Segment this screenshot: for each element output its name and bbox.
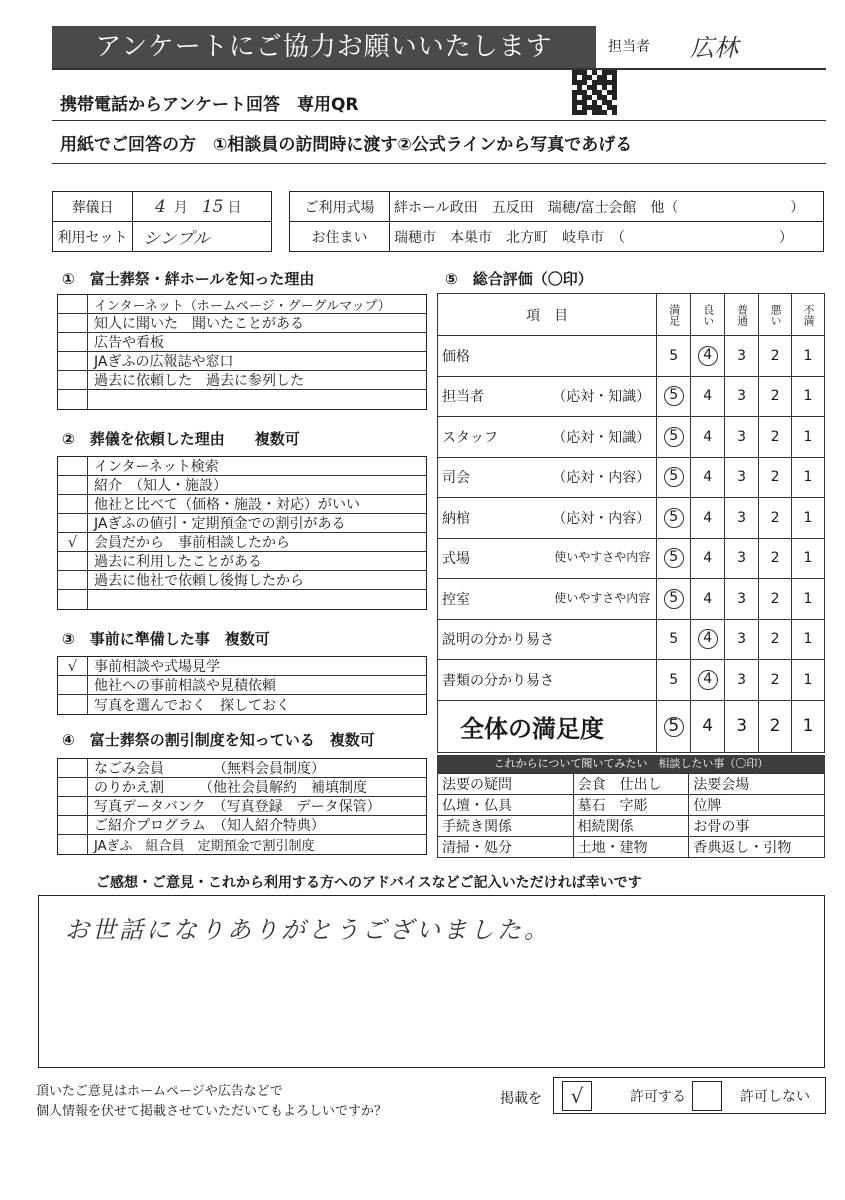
rating-option[interactable]: 3: [725, 660, 759, 701]
list-item: 過去に他社で依頼し後悔したから: [58, 571, 426, 590]
rating-option[interactable]: 3: [725, 619, 759, 660]
list-item: なごみ会員 （無料会員制度）: [58, 759, 426, 778]
rating-option[interactable]: 3: [725, 417, 759, 458]
list-item: 他社と比べて（価格・施設・対応）がいい: [58, 495, 426, 514]
list-item: JAぎふの広報誌や窓口: [58, 352, 426, 371]
rating-option[interactable]: 2: [759, 417, 792, 458]
list-item: JAぎふの値引・定期預金での割引がある: [58, 514, 426, 533]
rating-option[interactable]: 2: [759, 376, 792, 417]
rating-row: 価格 5 4 3 2 1: [438, 336, 825, 377]
list-item: √ 事前相談や式場見学: [58, 657, 426, 676]
rating-option[interactable]: 2: [759, 336, 792, 377]
deny-label: 許可しない: [740, 1088, 810, 1105]
rating-option[interactable]: 3: [725, 498, 759, 539]
list-item: 他社への事前相談や見積依頼: [58, 676, 426, 695]
list-item: 写真データバンク （写真登録 データ保管）: [58, 797, 426, 816]
rating-option[interactable]: 4: [691, 336, 725, 377]
rating-option[interactable]: 4: [691, 376, 725, 417]
set-value: シンプル: [133, 222, 272, 252]
q3-title: ③ 事前に準備した事 複数可: [62, 630, 270, 648]
list-item: インターネット検索: [58, 457, 426, 476]
list-item: √ 会員だから 事前相談したから: [58, 533, 426, 552]
q2-title: ② 葬儀を依頼した理由 複数可: [62, 430, 300, 448]
rating-option[interactable]: 5: [657, 660, 691, 701]
rating-option[interactable]: 1: [792, 498, 825, 539]
q4-title: ④ 富士葬祭の割引制度を知っている 複数可: [62, 731, 375, 749]
list-item: 過去に利用したことがある: [58, 552, 426, 571]
set-label: 利用セット: [53, 222, 133, 252]
rating-row: 書類の分かり易さ 5 4 3 2 1: [438, 660, 825, 701]
rating-option[interactable]: 2: [759, 498, 792, 539]
staff-label: 担当者: [608, 39, 650, 55]
list-item: 過去に依頼した 過去に参列した: [58, 371, 426, 390]
rating-option[interactable]: 1: [792, 660, 825, 701]
rating-row: 納棺 （応対・内容） 5 4 3 2 1: [438, 498, 825, 539]
rating-option[interactable]: 3: [725, 579, 759, 620]
rating-option[interactable]: 2: [759, 660, 792, 701]
venue-value: 絆ホール政田 五反田 瑞穂/富士会館 他（ ）: [390, 192, 824, 222]
allow-checkbox[interactable]: √: [562, 1081, 592, 1111]
list-item: [58, 590, 426, 609]
rating-option[interactable]: 4: [691, 619, 725, 660]
consent-box: [553, 1077, 826, 1114]
rating-row: 司会 （応対・内容） 5 4 3 2 1: [438, 457, 825, 498]
paper-instruction: 用紙でご回答の方 ①相談員の訪問時に渡す②公式ラインから写真であげる: [60, 135, 633, 155]
staff-value: 広林: [690, 34, 738, 62]
consent-line-2: 個人情報を伏せて掲載させていただいてもよろしいですか？: [36, 1104, 388, 1119]
rating-option[interactable]: 3: [725, 376, 759, 417]
rating-option[interactable]: 1: [792, 417, 825, 458]
rating-option[interactable]: 4: [691, 579, 725, 620]
rating-option[interactable]: 4: [691, 660, 725, 701]
list-item: [58, 390, 426, 409]
rating-row: 式場 使いやすさや内容 5 4 3 2 1: [438, 538, 825, 579]
funeral-info-box: 葬儀日 4 月 15 日 利用セット シンプル: [52, 191, 272, 252]
rating-option[interactable]: 5: [657, 417, 691, 458]
rating-option[interactable]: 5: [657, 457, 691, 498]
q2-list: [57, 456, 427, 610]
qr-code: [572, 70, 617, 115]
comments-prompt: ご感想・ご意見・これから利用する方へのアドバイスなどご記入いただければ幸いです: [96, 875, 642, 891]
rating-option[interactable]: 3: [725, 336, 759, 377]
rating-option[interactable]: 1: [792, 376, 825, 417]
list-item: 写真を選んでおく 探しておく: [58, 695, 426, 714]
list-item: のりかえ割 （他社会員解約 補填制度: [58, 778, 426, 797]
allow-label: 許可する: [630, 1088, 686, 1105]
rating-row: 控室 使いやすさや内容 5 4 3 2 1: [438, 579, 825, 620]
rating-row: スタッフ （応対・知識） 5 4 3 2 1: [438, 417, 825, 458]
rating-row: 説明の分かり易さ 5 4 3 2 1: [438, 619, 825, 660]
rating-row: 担当者 （応対・知識） 5 4 3 2 1: [438, 376, 825, 417]
rating-option[interactable]: 2: [759, 619, 792, 660]
rating-option[interactable]: 4: [691, 457, 725, 498]
rating-option[interactable]: 5: [657, 336, 691, 377]
rating-option[interactable]: 5: [657, 579, 691, 620]
venue-info-box: [289, 191, 824, 252]
rating-head-item: 項 目: [438, 294, 657, 336]
deny-checkbox[interactable]: [692, 1081, 722, 1111]
list-item: ご紹介プログラム （知人紹介特典）: [58, 816, 426, 835]
rating-table: 項 目 満足 良い 普通 悪い 不満 価格 5 4 3 2 1 担当者 （応対・知識） 5 4 3 2 1 スタッフ （応対・知識） 5 4 3 2 1 司会 （応対・内容） 5 4 3 2 1 納棺 （応対・内容） 5 4 3 2 1 式場 使いやすさや内容 5 4 3 2 1 控室 使いやすさや内容 5 4 3 2 1 説明の分かり易さ 5 4 3 2 1 書類の分かり易さ 5 4 3 2 1 全体の満足度 5 4 3 2 1: [437, 293, 825, 753]
future-topics-table: 法要の疑問 会食 仕出し 法要会場 仏壇・仏具 墓石 字彫 位牌 手続き関係 相続関係 お骨の事 清掃・処分 土地・建物 香典返し・引物: [437, 773, 825, 858]
rating-option[interactable]: 4: [691, 538, 725, 579]
day-value: 15: [201, 196, 224, 217]
rating-option[interactable]: 3: [725, 457, 759, 498]
overall-row: 全体の満足度 5 4 3 2 1: [438, 700, 825, 752]
rating-option[interactable]: 4: [691, 498, 725, 539]
rating-option[interactable]: 5: [657, 498, 691, 539]
future-banner: これからについて聞いてみたい 相談したい事（〇印）: [437, 755, 825, 773]
address-value: 瑞穂市 本巣市 北方町 岐阜市 （ ）: [390, 222, 824, 252]
q3-list: [57, 656, 427, 715]
venue-label: ご利用式場: [290, 192, 390, 222]
q5-title: ⑤ 総合評価（〇印）: [445, 270, 593, 288]
survey-title-banner: アンケートにご協力お願いいたします: [52, 26, 596, 68]
list-item: インターネット（ホームページ・グーグルマップ）: [58, 295, 426, 314]
rating-option[interactable]: 1: [792, 619, 825, 660]
list-item: 紹介 （知人・施設）: [58, 476, 426, 495]
q4-list: [57, 758, 427, 855]
rating-option[interactable]: 1: [792, 579, 825, 620]
rating-option[interactable]: 2: [759, 538, 792, 579]
comments-box[interactable]: [38, 895, 825, 1068]
consent-label: 掲載を: [500, 1091, 542, 1107]
rating-option[interactable]: 1: [792, 336, 825, 377]
consent-line-1: 頂いたご意見はホームページや広告などで: [36, 1084, 283, 1099]
rating-option[interactable]: 2: [759, 457, 792, 498]
list-item: 広告や看板: [58, 333, 426, 352]
rating-option[interactable]: 5: [657, 376, 691, 417]
rating-option[interactable]: 5: [657, 619, 691, 660]
q1-title: ① 富士葬祭・絆ホールを知った理由: [62, 270, 315, 288]
month-value: 4: [155, 196, 166, 217]
rating-option[interactable]: 3: [725, 538, 759, 579]
rating-option[interactable]: 2: [759, 579, 792, 620]
funeral-date-label: 葬儀日: [53, 192, 133, 222]
qr-instruction: 携帯電話からアンケート回答 専用QR: [60, 95, 359, 115]
q1-list: [57, 294, 427, 410]
address-label: お住まい: [290, 222, 390, 252]
rating-option[interactable]: 1: [792, 457, 825, 498]
list-item: 知人に聞いた 聞いたことがある: [58, 314, 426, 333]
rating-option[interactable]: 5: [657, 538, 691, 579]
list-item: JAぎふ 組合員 定期預金で割引制度: [58, 835, 426, 854]
comments-text: お世話になりありがとうございました。: [65, 916, 551, 944]
rating-option[interactable]: 4: [691, 417, 725, 458]
rating-option[interactable]: 1: [792, 538, 825, 579]
